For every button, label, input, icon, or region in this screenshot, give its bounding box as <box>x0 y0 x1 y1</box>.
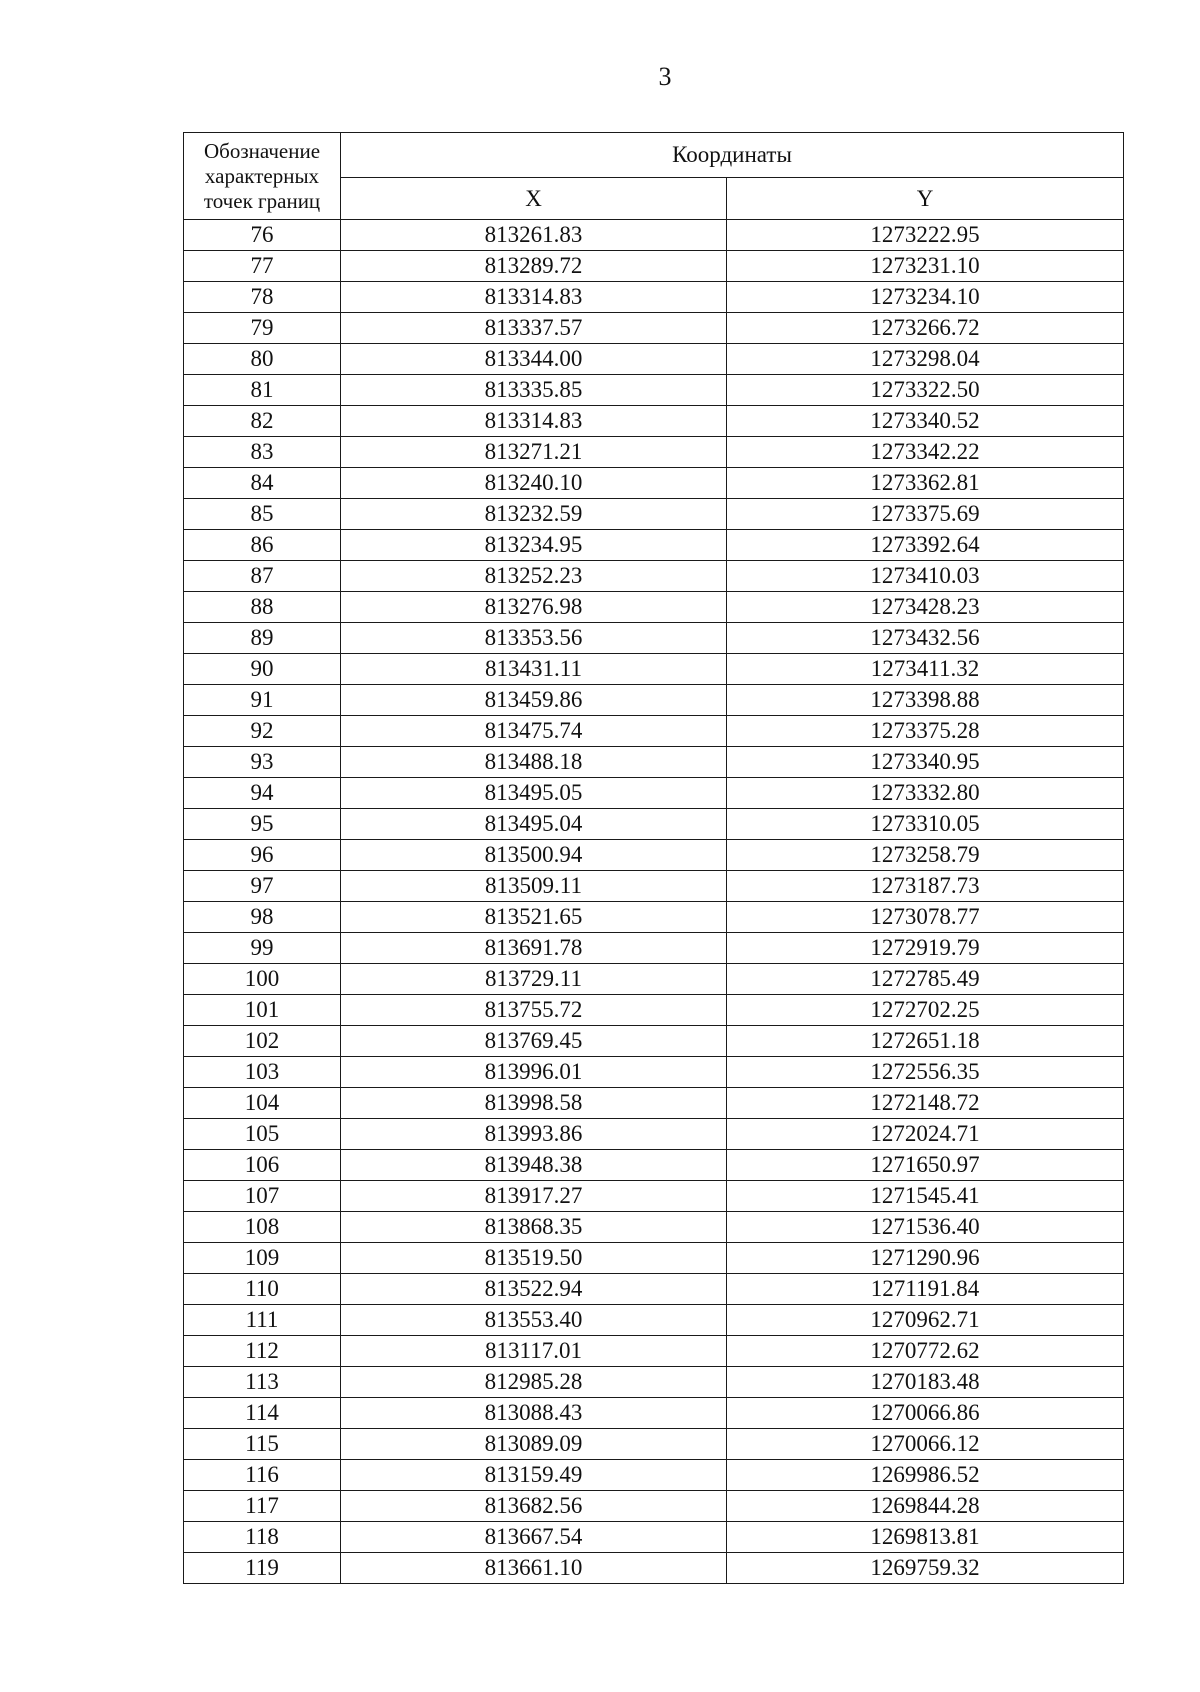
y-coordinate-cell: 1270066.12 <box>727 1429 1124 1460</box>
point-number-cell: 87 <box>184 561 341 592</box>
table-row <box>184 902 1124 933</box>
y-coordinate-cell: 1273310.05 <box>727 809 1124 840</box>
point-number-cell: 119 <box>184 1553 341 1584</box>
x-coordinate-cell: 813996.01 <box>341 1057 727 1088</box>
x-coordinate-cell: 813353.56 <box>341 623 727 654</box>
table-row <box>184 995 1124 1026</box>
point-number-cell: 98 <box>184 902 341 933</box>
table-row <box>184 1460 1124 1491</box>
point-number-cell: 104 <box>184 1088 341 1119</box>
y-coordinate-cell: 1269844.28 <box>727 1491 1124 1522</box>
x-coordinate-cell: 813475.74 <box>341 716 727 747</box>
point-label-header: Обозначение характерных точек границ <box>184 133 341 220</box>
point-number-cell: 88 <box>184 592 341 623</box>
y-coordinate-cell: 1271545.41 <box>727 1181 1124 1212</box>
point-number-cell: 118 <box>184 1522 341 1553</box>
point-number-cell: 89 <box>184 623 341 654</box>
table-row <box>184 685 1124 716</box>
x-coordinate-cell: 813488.18 <box>341 747 727 778</box>
x-coordinate-cell: 813998.58 <box>341 1088 727 1119</box>
point-number-cell: 95 <box>184 809 341 840</box>
table-row <box>184 1274 1124 1305</box>
y-coordinate-cell: 1272148.72 <box>727 1088 1124 1119</box>
x-coordinate-cell: 813993.86 <box>341 1119 727 1150</box>
table-row <box>184 1212 1124 1243</box>
y-coordinate-cell: 1270183.48 <box>727 1367 1124 1398</box>
y-coordinate-cell: 1273342.22 <box>727 437 1124 468</box>
x-coordinate-cell: 813252.23 <box>341 561 727 592</box>
table-row <box>184 1181 1124 1212</box>
table-row <box>184 499 1124 530</box>
point-number-cell: 107 <box>184 1181 341 1212</box>
header-row-top <box>184 133 1124 178</box>
x-coordinate-cell: 813667.54 <box>341 1522 727 1553</box>
table-header <box>184 133 1124 220</box>
table-row <box>184 530 1124 561</box>
y-coordinate-cell: 1271650.97 <box>727 1150 1124 1181</box>
y-coordinate-cell: 1273432.56 <box>727 623 1124 654</box>
y-coordinate-cell: 1273410.03 <box>727 561 1124 592</box>
x-coordinate-cell: 813335.85 <box>341 375 727 406</box>
point-number-cell: 111 <box>184 1305 341 1336</box>
point-number-cell: 79 <box>184 313 341 344</box>
x-coordinate-cell: 813459.86 <box>341 685 727 716</box>
x-coordinate-cell: 813261.83 <box>341 220 727 251</box>
point-number-cell: 102 <box>184 1026 341 1057</box>
x-coordinate-cell: 813509.11 <box>341 871 727 902</box>
y-coordinate-cell: 1272919.79 <box>727 933 1124 964</box>
table-row <box>184 809 1124 840</box>
y-coordinate-cell: 1273322.50 <box>727 375 1124 406</box>
y-coordinate-cell: 1273231.10 <box>727 251 1124 282</box>
table-row <box>184 1305 1124 1336</box>
table-row <box>184 840 1124 871</box>
point-number-cell: 99 <box>184 933 341 964</box>
table-row <box>184 1243 1124 1274</box>
x-coordinate-cell: 813769.45 <box>341 1026 727 1057</box>
x-coordinate-cell: 813276.98 <box>341 592 727 623</box>
table-row <box>184 654 1124 685</box>
table-body <box>184 220 1124 1584</box>
table-row <box>184 251 1124 282</box>
point-number-cell: 91 <box>184 685 341 716</box>
x-coordinate-cell: 813522.94 <box>341 1274 727 1305</box>
point-number-cell: 100 <box>184 964 341 995</box>
x-coordinate-cell: 813495.04 <box>341 809 727 840</box>
x-coordinate-cell: 813344.00 <box>341 344 727 375</box>
x-coordinate-cell: 813729.11 <box>341 964 727 995</box>
x-coordinate-cell: 813240.10 <box>341 468 727 499</box>
x-coordinate-cell: 813271.21 <box>341 437 727 468</box>
point-number-cell: 112 <box>184 1336 341 1367</box>
table-row <box>184 313 1124 344</box>
point-number-cell: 105 <box>184 1119 341 1150</box>
y-coordinate-cell: 1271191.84 <box>727 1274 1124 1305</box>
table-row <box>184 1088 1124 1119</box>
x-coordinate-cell: 812985.28 <box>341 1367 727 1398</box>
coordinates-table <box>183 132 1124 1584</box>
point-number-cell: 90 <box>184 654 341 685</box>
y-coordinate-cell: 1273187.73 <box>727 871 1124 902</box>
y-coordinate-cell: 1273266.72 <box>727 313 1124 344</box>
point-number-cell: 93 <box>184 747 341 778</box>
point-number-cell: 81 <box>184 375 341 406</box>
x-coordinate-cell: 813500.94 <box>341 840 727 871</box>
point-number-cell: 85 <box>184 499 341 530</box>
y-coordinate-cell: 1272785.49 <box>727 964 1124 995</box>
point-number-cell: 97 <box>184 871 341 902</box>
point-number-cell: 82 <box>184 406 341 437</box>
x-coordinate-cell: 813521.65 <box>341 902 727 933</box>
y-coordinate-cell: 1273375.28 <box>727 716 1124 747</box>
table-row <box>184 747 1124 778</box>
point-number-cell: 115 <box>184 1429 341 1460</box>
y-coordinate-cell: 1271290.96 <box>727 1243 1124 1274</box>
x-coordinate-cell: 813234.95 <box>341 530 727 561</box>
x-coordinate-cell: 813682.56 <box>341 1491 727 1522</box>
x-coordinate-cell: 813337.57 <box>341 313 727 344</box>
table-row <box>184 1119 1124 1150</box>
x-coordinate-cell: 813159.49 <box>341 1460 727 1491</box>
point-number-cell: 110 <box>184 1274 341 1305</box>
point-number-cell: 78 <box>184 282 341 313</box>
point-number-cell: 101 <box>184 995 341 1026</box>
x-coordinate-cell: 813917.27 <box>341 1181 727 1212</box>
y-coordinate-cell: 1273398.88 <box>727 685 1124 716</box>
y-coordinate-cell: 1273340.52 <box>727 406 1124 437</box>
coordinates-group-header: Координаты <box>341 133 1124 178</box>
table-row <box>184 406 1124 437</box>
point-number-cell: 80 <box>184 344 341 375</box>
table-row <box>184 716 1124 747</box>
y-coordinate-cell: 1272556.35 <box>727 1057 1124 1088</box>
x-coordinate-cell: 813089.09 <box>341 1429 727 1460</box>
y-coordinate-cell: 1273258.79 <box>727 840 1124 871</box>
table-row <box>184 561 1124 592</box>
x-coordinate-cell: 813519.50 <box>341 1243 727 1274</box>
x-coordinate-cell: 813431.11 <box>341 654 727 685</box>
table-row <box>184 375 1124 406</box>
y-coordinate-cell: 1273078.77 <box>727 902 1124 933</box>
x-coordinate-cell: 813661.10 <box>341 1553 727 1584</box>
x-coordinate-cell: 813314.83 <box>341 406 727 437</box>
y-coordinate-cell: 1273392.64 <box>727 530 1124 561</box>
table-row <box>184 1491 1124 1522</box>
point-number-cell: 117 <box>184 1491 341 1522</box>
point-number-cell: 103 <box>184 1057 341 1088</box>
x-coordinate-cell: 813868.35 <box>341 1212 727 1243</box>
table-row <box>184 1429 1124 1460</box>
x-coordinate-cell: 813495.05 <box>341 778 727 809</box>
table-row <box>184 1553 1124 1584</box>
table-row <box>184 592 1124 623</box>
y-coordinate-cell: 1273234.10 <box>727 282 1124 313</box>
table-row <box>184 1057 1124 1088</box>
point-number-cell: 106 <box>184 1150 341 1181</box>
x-coordinate-cell: 813289.72 <box>341 251 727 282</box>
point-number-cell: 96 <box>184 840 341 871</box>
y-coordinate-cell: 1269759.32 <box>727 1553 1124 1584</box>
x-coordinate-cell: 813117.01 <box>341 1336 727 1367</box>
y-coordinate-cell: 1273298.04 <box>727 344 1124 375</box>
table-row <box>184 344 1124 375</box>
y-coordinate-cell: 1273428.23 <box>727 592 1124 623</box>
x-coordinate-cell: 813553.40 <box>341 1305 727 1336</box>
table-row <box>184 1026 1124 1057</box>
point-number-cell: 116 <box>184 1460 341 1491</box>
point-number-cell: 108 <box>184 1212 341 1243</box>
y-coordinate-cell: 1273362.81 <box>727 468 1124 499</box>
point-number-cell: 113 <box>184 1367 341 1398</box>
table-row <box>184 871 1124 902</box>
table-row <box>184 933 1124 964</box>
point-number-cell: 77 <box>184 251 341 282</box>
table-row <box>184 1336 1124 1367</box>
y-coordinate-cell: 1272024.71 <box>727 1119 1124 1150</box>
y-coordinate-cell: 1270962.71 <box>727 1305 1124 1336</box>
x-coordinate-cell: 813088.43 <box>341 1398 727 1429</box>
y-coordinate-cell: 1273411.32 <box>727 654 1124 685</box>
point-number-cell: 84 <box>184 468 341 499</box>
y-coordinate-cell: 1273332.80 <box>727 778 1124 809</box>
table-row <box>184 468 1124 499</box>
point-number-cell: 114 <box>184 1398 341 1429</box>
y-coordinate-cell: 1271536.40 <box>727 1212 1124 1243</box>
y-coordinate-cell: 1273375.69 <box>727 499 1124 530</box>
point-number-cell: 86 <box>184 530 341 561</box>
y-coordinate-cell: 1273222.95 <box>727 220 1124 251</box>
point-number-cell: 94 <box>184 778 341 809</box>
y-coordinate-cell: 1269986.52 <box>727 1460 1124 1491</box>
x-coordinate-cell: 813232.59 <box>341 499 727 530</box>
table-row <box>184 964 1124 995</box>
y-coordinate-cell: 1269813.81 <box>727 1522 1124 1553</box>
point-number-cell: 109 <box>184 1243 341 1274</box>
table-row <box>184 623 1124 654</box>
table-row <box>184 1367 1124 1398</box>
point-number-cell: 83 <box>184 437 341 468</box>
y-coordinate-cell: 1272651.18 <box>727 1026 1124 1057</box>
table-row <box>184 778 1124 809</box>
table-row <box>184 1522 1124 1553</box>
x-coordinate-cell: 813314.83 <box>341 282 727 313</box>
y-coordinate-cell: 1270066.86 <box>727 1398 1124 1429</box>
table-row <box>184 437 1124 468</box>
table-row <box>184 1150 1124 1181</box>
point-number-cell: 92 <box>184 716 341 747</box>
point-number-cell: 76 <box>184 220 341 251</box>
table-row <box>184 220 1124 251</box>
x-coordinate-cell: 813755.72 <box>341 995 727 1026</box>
y-column-header: Y <box>727 178 1124 220</box>
x-coordinate-cell: 813948.38 <box>341 1150 727 1181</box>
y-coordinate-cell: 1273340.95 <box>727 747 1124 778</box>
y-coordinate-cell: 1272702.25 <box>727 995 1124 1026</box>
table-row <box>184 1398 1124 1429</box>
page-number: 3 <box>658 62 672 91</box>
y-coordinate-cell: 1270772.62 <box>727 1336 1124 1367</box>
table-row <box>184 282 1124 313</box>
x-coordinate-cell: 813691.78 <box>341 933 727 964</box>
x-column-header: X <box>341 178 727 220</box>
